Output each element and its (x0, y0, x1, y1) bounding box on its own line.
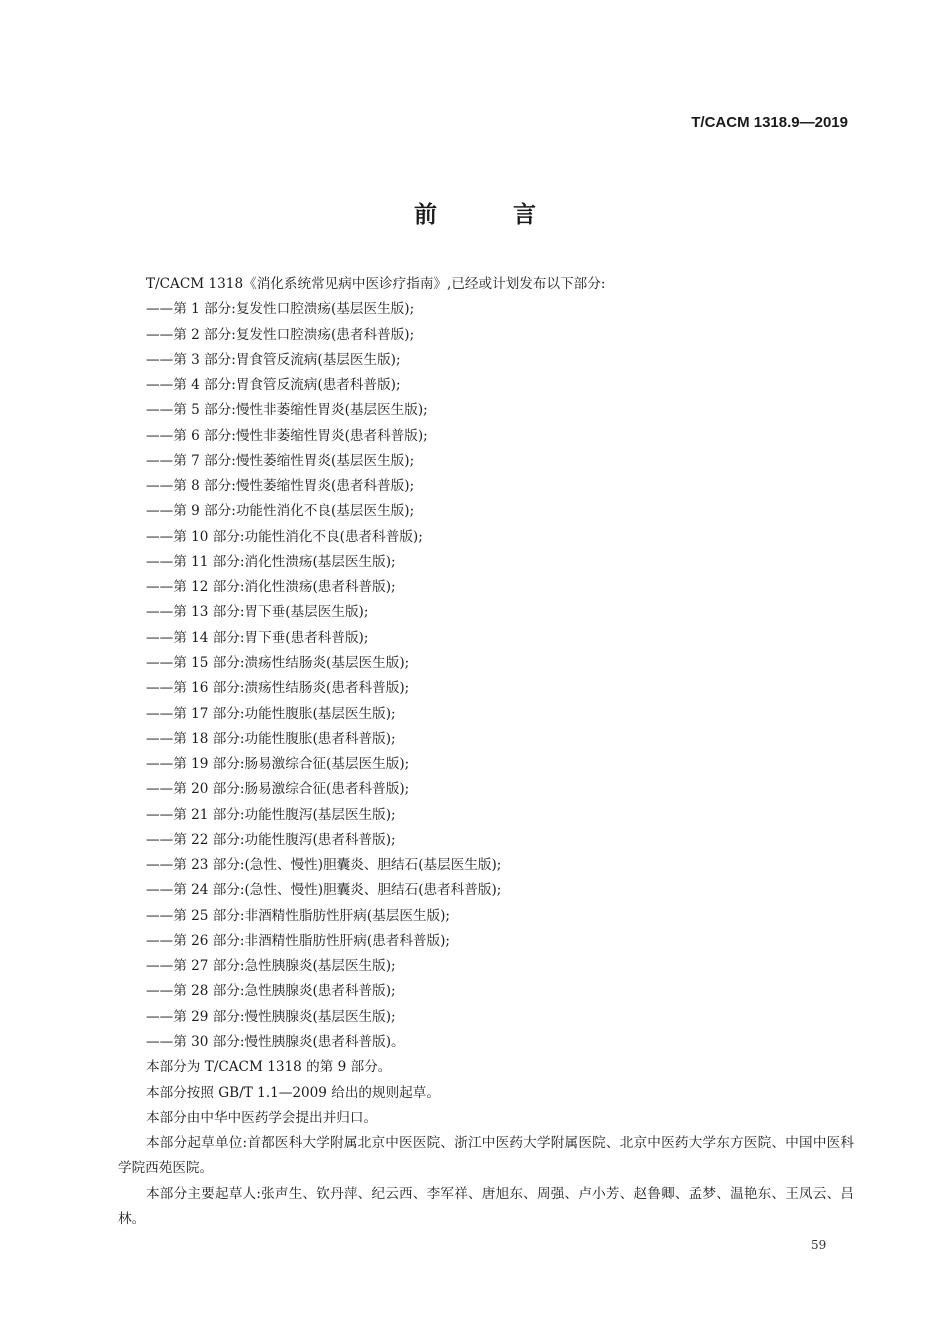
list-item: ——第 15 部分:溃疡性结肠炎(基层医生版); (146, 654, 410, 671)
list-item: ——第 7 部分:慢性萎缩性胃炎(基层医生版); (146, 452, 415, 469)
list-item: ——第 16 部分:溃疡性结肠炎(患者科普版); (146, 680, 410, 697)
paragraph: 本部分由中华中医药学会提出并归口。 (146, 1109, 378, 1126)
list-item: ——第 12 部分:消化性溃疡(患者科普版); (146, 579, 396, 596)
list-item: ——第 2 部分:复发性口腔溃疡(患者科普版); (146, 326, 415, 343)
list-item: ——第 24 部分:(急性、慢性)胆囊炎、胆结石(患者科普版); (146, 882, 502, 899)
list-item: ——第 14 部分:胃下垂(患者科普版); (146, 629, 369, 646)
paragraph: 本部分主要起草人:张声生、钦丹萍、纪云西、李军祥、唐旭东、周强、卢小芳、赵鲁卿、孟梦、温艳东、王凤云、吕林。 (118, 1185, 854, 1227)
list-item: ——第 27 部分:急性胰腺炎(基层医生版); (146, 958, 396, 975)
intro-paragraph: T/CACM 1318《消化系统常见病中医诊疗指南》,已经或计划发布以下部分: (146, 276, 606, 292)
page-title: 前 言 (413, 202, 570, 228)
list-item: ——第 30 部分:慢性胰腺炎(患者科普版)。 (146, 1033, 405, 1050)
foreword-body (118, 272, 854, 1232)
list-item: ——第 13 部分:胃下垂(基层医生版); (146, 604, 369, 621)
list-item: ——第 17 部分:功能性腹胀(基层医生版); (146, 705, 396, 722)
foreword-paragraphs (118, 1055, 854, 1232)
list-item: ——第 22 部分:功能性腹泻(患者科普版); (146, 831, 396, 848)
list-item: ——第 18 部分:功能性腹胀(患者科普版); (146, 730, 396, 747)
list-item: ——第 25 部分:非酒精性脂肪性肝病(基层医生版); (146, 907, 450, 924)
paragraph: 本部分为 T/CACM 1318 的第 9 部分。 (146, 1059, 392, 1076)
list-item: ——第 4 部分:胃食管反流病(患者科普版); (146, 377, 401, 394)
list-item: ——第 20 部分:肠易激综合征(患者科普版); (146, 781, 410, 798)
list-item: ——第 6 部分:慢性非萎缩性胃炎(患者科普版); (146, 427, 428, 444)
list-item: ——第 8 部分:慢性萎缩性胃炎(患者科普版); (146, 478, 415, 495)
parts-list (118, 297, 854, 1055)
list-item: ——第 19 部分:肠易激综合征(基层医生版); (146, 756, 410, 773)
list-item: ——第 1 部分:复发性口腔溃疡(基层医生版); (146, 301, 415, 318)
list-item: ——第 3 部分:胃食管反流病(基层医生版); (146, 351, 401, 368)
standard-number: T/CACM 1318.9—2019 (691, 114, 848, 131)
list-item: ——第 11 部分:消化性溃疡(基层医生版); (146, 553, 396, 570)
list-item: ——第 5 部分:慢性非萎缩性胃炎(基层医生版); (146, 402, 428, 419)
list-item: ——第 10 部分:功能性消化不良(患者科普版); (146, 528, 423, 545)
list-item: ——第 28 部分:急性胰腺炎(患者科普版); (146, 983, 396, 1000)
paragraph: 本部分起草单位:首都医科大学附属北京中医医院、浙江中医药大学附属医院、北京中医药大学东方医院、中国中医科学院西苑医院。 (118, 1135, 854, 1177)
list-item: ——第 29 部分:慢性胰腺炎(基层医生版); (146, 1008, 396, 1025)
list-item: ——第 26 部分:非酒精性脂肪性肝病(患者科普版); (146, 932, 450, 949)
list-item: ——第 21 部分:功能性腹泻(基层医生版); (146, 806, 396, 823)
list-item: ——第 23 部分:(急性、慢性)胆囊炎、胆结石(基层医生版); (146, 857, 502, 874)
page-number: 59 (811, 1238, 827, 1252)
list-item: ——第 9 部分:功能性消化不良(基层医生版); (146, 503, 415, 520)
paragraph: 本部分按照 GB/T 1.1—2009 给出的规则起草。 (146, 1084, 440, 1101)
